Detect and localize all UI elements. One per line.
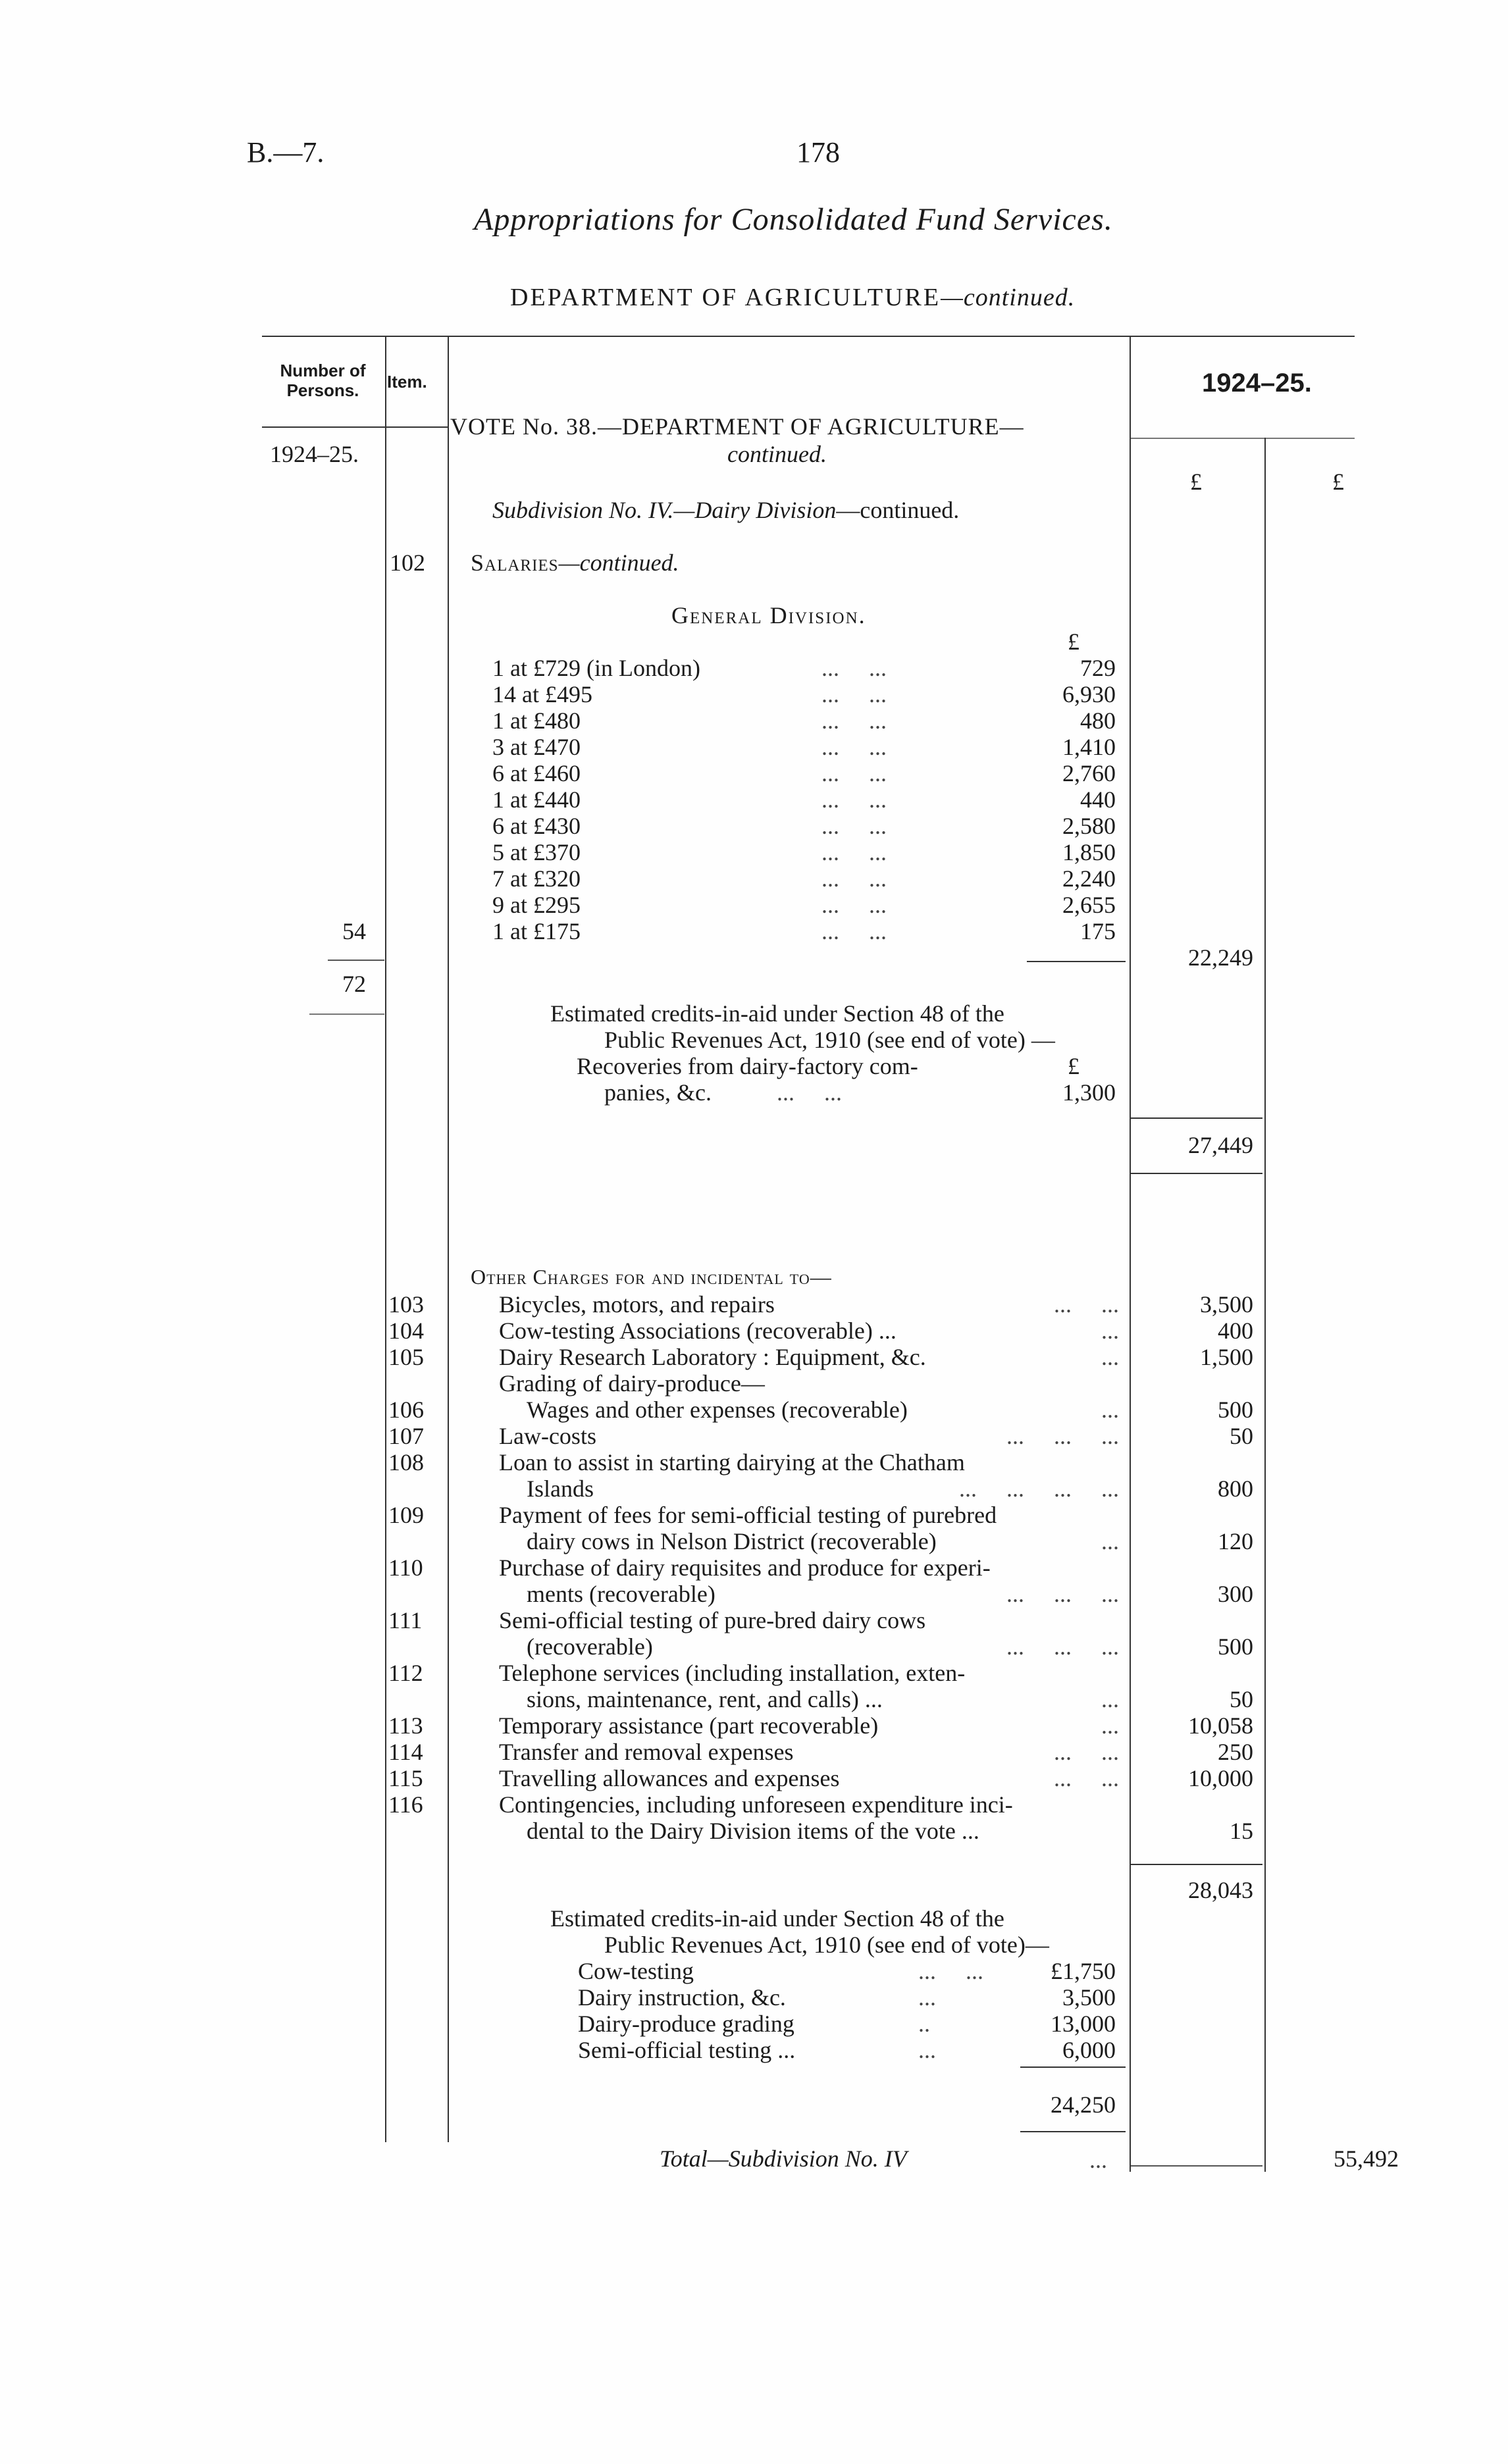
- salary-row-amount: 440: [1080, 786, 1116, 813]
- col-heading-year: 1924–25.: [1202, 369, 1312, 398]
- salaries-grand-rule-bottom: [1131, 1173, 1262, 1174]
- other-charge-dots: ...: [1101, 1344, 1119, 1370]
- department-heading: [510, 284, 1075, 311]
- general-division-heading: General Division.: [671, 602, 866, 629]
- salary-row-text: 6 at £430: [492, 813, 581, 839]
- page-title: Appropriations for Consolidated Fund Services.: [474, 202, 1113, 237]
- subdivision-total-leader: [1131, 2165, 1262, 2167]
- other-charges-heading: Other Charges for and incidental to—: [471, 1265, 832, 1289]
- other-charge-amount: 1,500: [1200, 1344, 1253, 1370]
- col-heading-item: Item.: [387, 372, 427, 392]
- salaries-total: 22,249: [1188, 944, 1253, 971]
- other-credits-rule: [1020, 2066, 1126, 2068]
- other-charge-dots: ...: [1101, 1397, 1119, 1423]
- credit-row-label: Dairy instruction, &c.: [578, 1984, 786, 2011]
- other-charge-dots-cont: ...: [1101, 1528, 1119, 1554]
- other-charge-dots-cont: ... ... ...: [1006, 1633, 1119, 1660]
- salaries-credits-dots: ... ...: [777, 1079, 842, 1106]
- subdivision-total-amount: 55,492: [1334, 2145, 1399, 2172]
- other-charge-text: Dairy Research Laboratory : Equipment, &c.: [499, 1344, 926, 1370]
- other-charge-text: Contingencies, including unforeseen expenditure inci-: [499, 1791, 1013, 1818]
- other-charge-amount: 10,000: [1188, 1765, 1253, 1791]
- subdivision-total-dots: ...: [1089, 2147, 1107, 2173]
- subdivision-continued: —continued.: [836, 497, 960, 523]
- salary-row-amount: 729: [1080, 655, 1116, 681]
- salary-row-text: 14 at £495: [492, 681, 592, 707]
- other-charge-amount: 3,500: [1200, 1291, 1253, 1318]
- other-credits-line-2: Public Revenues Act, 1910 (see end of vote)—: [604, 1932, 1049, 1958]
- salary-row-text: 1 at £480: [492, 707, 581, 734]
- salaries-credits-line-3: Recoveries from dairy-factory com-: [577, 1053, 918, 1079]
- salary-row-amount: 2,580: [1062, 813, 1116, 839]
- persons-count-72: 72: [342, 971, 366, 997]
- other-charge-text: Bicycles, motors, and repairs: [499, 1291, 775, 1318]
- other-charges-total: 28,043: [1188, 1877, 1253, 1903]
- other-charge-text: Payment of fees for semi-official testing of purebred: [499, 1502, 997, 1528]
- other-charge-text-cont: ments (recoverable): [527, 1581, 715, 1607]
- salaries-credits-line-4: panies, &c.: [604, 1079, 712, 1106]
- other-charge-amount: 500: [1218, 1397, 1253, 1423]
- other-charge-item-number: 116: [388, 1791, 423, 1818]
- credit-row-dots: ... ...: [918, 1958, 983, 1984]
- subdivision-heading: [492, 497, 959, 523]
- other-charge-amount: 300: [1218, 1581, 1253, 1607]
- salary-row-dots: ... ...: [821, 786, 887, 813]
- other-charge-text-cont: Islands: [527, 1476, 594, 1502]
- other-charge-item-number: 111: [388, 1607, 423, 1633]
- credit-row-amount: 3,500: [1062, 1984, 1116, 2011]
- other-charge-item-number: 113: [388, 1712, 423, 1739]
- credit-row-label: Cow-testing: [578, 1958, 694, 1984]
- other-charge-text-cont: dairy cows in Nelson District (recoverable): [527, 1528, 937, 1554]
- salary-row-dots: ... ...: [821, 734, 887, 760]
- other-charge-item-number: 108: [388, 1449, 424, 1476]
- salary-row-dots: ... ...: [821, 918, 887, 944]
- other-charge-dots: ...: [1101, 1318, 1119, 1344]
- page-number: 178: [796, 136, 840, 168]
- other-charge-item-number: 114: [388, 1739, 423, 1765]
- salaries-sum-rule: [1027, 961, 1126, 962]
- other-charge-amount: 250: [1218, 1739, 1253, 1765]
- salaries-credits-line-1: Estimated credits-in-aid under Section 48 of the: [550, 1000, 1004, 1027]
- pound-sign-col1: £: [1190, 469, 1202, 495]
- persons-count-54: 54: [342, 918, 366, 944]
- salaries-item-number: 102: [390, 550, 425, 576]
- other-charge-amount: 800: [1218, 1476, 1253, 1502]
- other-charge-dots-cont: ... ... ...: [1006, 1581, 1119, 1607]
- col-rule-item: [448, 336, 449, 2142]
- salary-row-amount: 1,410: [1062, 734, 1116, 760]
- col-rule-amount-mid: [1264, 438, 1266, 2172]
- credit-row-dots: ...: [918, 2037, 936, 2063]
- header-rule-left: [262, 426, 448, 428]
- credit-row-amount: 13,000: [1051, 2011, 1116, 2037]
- other-charge-dots: ... ... ...: [1006, 1423, 1119, 1449]
- other-charge-text: Telephone services (including installation, exten-: [499, 1660, 966, 1686]
- persons-rule-bottom: [309, 1014, 384, 1015]
- vote-title: VOTE No. 38.—DEPARTMENT OF AGRICULTURE—: [450, 413, 1024, 440]
- table-top-rule: [262, 336, 1355, 337]
- other-charge-text: Travelling allowances and expenses: [499, 1765, 840, 1791]
- salary-row-text: 1 at £440: [492, 786, 581, 813]
- other-charge-text: Semi-official testing of pure-bred dairy cows: [499, 1607, 926, 1633]
- credit-row-dots: ...: [918, 1984, 936, 2011]
- salaries-credits-pound: £: [1068, 1053, 1079, 1079]
- salary-row-text: 9 at £295: [492, 892, 581, 918]
- other-charge-item-number: 112: [388, 1660, 423, 1686]
- other-charge-amount: 400: [1218, 1318, 1253, 1344]
- other-charge-dots: ...: [1101, 1712, 1119, 1739]
- salary-row-amount: 6,930: [1062, 681, 1116, 707]
- salary-row-text: 7 at £320: [492, 865, 581, 892]
- salary-row-dots: ... ...: [821, 813, 887, 839]
- other-charge-text: Temporary assistance (part recoverable): [499, 1712, 879, 1739]
- salary-row-amount: 1,850: [1062, 839, 1116, 865]
- other-charge-text-cont: sions, maintenance, rent, and calls) ...: [527, 1686, 883, 1712]
- department-continued: —continued.: [941, 284, 1076, 311]
- salary-row-dots: ... ...: [821, 865, 887, 892]
- other-charge-amount: 15: [1230, 1818, 1253, 1844]
- other-charge-text: Loan to assist in starting dairying at the Chatham: [499, 1449, 965, 1476]
- salary-row-dots: ... ...: [821, 681, 887, 707]
- salaries-heading: [471, 550, 679, 576]
- other-credits-total: 24,250: [1051, 2092, 1116, 2118]
- subdivision-total-label: Total—Subdivision No. IV: [660, 2145, 907, 2172]
- credit-row-label: Dairy-produce grading: [578, 2011, 794, 2037]
- salary-row-dots: ... ...: [821, 839, 887, 865]
- header-rule-right: [1131, 438, 1355, 439]
- other-credits-rule-bottom: [1020, 2131, 1126, 2132]
- other-charge-item-number: 109: [388, 1502, 424, 1528]
- credit-row-dots: ..: [918, 2011, 930, 2037]
- other-charge-text: Grading of dairy-produce—: [499, 1370, 765, 1397]
- salaries-pound-sign: £: [1068, 629, 1079, 655]
- other-charge-amount: 500: [1218, 1633, 1253, 1660]
- subdivision-title: Subdivision No. IV.—Dairy Division: [492, 497, 837, 523]
- other-charges-sum-rule: [1131, 1864, 1262, 1865]
- credit-row-amount: 6,000: [1062, 2037, 1116, 2063]
- salary-row-text: 6 at £460: [492, 760, 581, 786]
- other-charge-text: Cow-testing Associations (recoverable) ...: [499, 1318, 897, 1344]
- other-charge-item-number: 104: [388, 1318, 424, 1344]
- salary-row-dots: ... ...: [821, 760, 887, 786]
- salaries-label: Salaries: [471, 550, 559, 576]
- other-charge-item-number: 106: [388, 1397, 424, 1423]
- other-charge-item-number: 103: [388, 1291, 424, 1318]
- other-charge-item-number: 110: [388, 1554, 423, 1581]
- salary-row-text: 1 at £175: [492, 918, 581, 944]
- other-charge-text-cont: dental to the Dairy Division items of the vote ...: [527, 1818, 979, 1844]
- other-charge-dots: ... ...: [1054, 1739, 1119, 1765]
- salaries-credits-amount: 1,300: [1062, 1079, 1116, 1106]
- salaries-grand-total: 27,449: [1188, 1132, 1253, 1158]
- salary-row-text: 5 at £370: [492, 839, 581, 865]
- other-charge-text: Transfer and removal expenses: [499, 1739, 794, 1765]
- salaries-continued: —continued.: [558, 550, 679, 576]
- credit-row-label: Semi-official testing ...: [578, 2037, 796, 2063]
- salary-row-amount: 175: [1080, 918, 1116, 944]
- other-charge-amount: 120: [1218, 1528, 1253, 1554]
- other-charge-item-number: 115: [388, 1765, 423, 1791]
- other-charge-dots: ... ...: [1054, 1291, 1119, 1318]
- other-charge-dots-cont: ... ... ... ...: [959, 1476, 1119, 1502]
- other-charge-dots-cont: ...: [1101, 1686, 1119, 1712]
- page-code: B.—7.: [247, 136, 325, 168]
- department-name: DEPARTMENT OF AGRICULTURE: [510, 284, 941, 311]
- other-charge-text: Law-costs: [499, 1423, 596, 1449]
- other-credits-line-1: Estimated credits-in-aid under Section 48 of the: [550, 1905, 1004, 1932]
- other-charge-amount: 50: [1230, 1686, 1253, 1712]
- vote-continued: continued.: [727, 441, 827, 467]
- other-charge-text: Wages and other expenses (recoverable): [527, 1397, 908, 1423]
- persons-year-label: 1924–25.: [270, 441, 359, 467]
- other-charge-dots: ... ...: [1054, 1765, 1119, 1791]
- salary-row-amount: 2,760: [1062, 760, 1116, 786]
- credit-row-amount: £1,750: [1051, 1958, 1116, 1984]
- col-heading-persons: Number of Persons.: [280, 361, 366, 400]
- salaries-credits-line-2: Public Revenues Act, 1910 (see end of vote) —: [604, 1027, 1055, 1053]
- other-charge-item-number: 107: [388, 1423, 424, 1449]
- salary-row-amount: 480: [1080, 707, 1116, 734]
- other-charge-amount: 50: [1230, 1423, 1253, 1449]
- salary-row-dots: ... ...: [821, 892, 887, 918]
- salary-row-dots: ... ...: [821, 655, 887, 681]
- salary-row-amount: 2,655: [1062, 892, 1116, 918]
- salary-row-text: 3 at £470: [492, 734, 581, 760]
- salaries-grand-rule: [1131, 1117, 1262, 1119]
- salary-row-dots: ... ...: [821, 707, 887, 734]
- salary-row-text: 1 at £729 (in London): [492, 655, 700, 681]
- other-charge-amount: 10,058: [1188, 1712, 1253, 1739]
- other-charge-text-cont: (recoverable): [527, 1633, 653, 1660]
- pound-sign-col2: £: [1332, 469, 1344, 495]
- salary-row-amount: 2,240: [1062, 865, 1116, 892]
- persons-rule: [328, 960, 384, 961]
- col-rule-persons: [385, 336, 386, 2142]
- other-charge-item-number: 105: [388, 1344, 424, 1370]
- other-charge-text: Purchase of dairy requisites and produce for experi-: [499, 1554, 991, 1581]
